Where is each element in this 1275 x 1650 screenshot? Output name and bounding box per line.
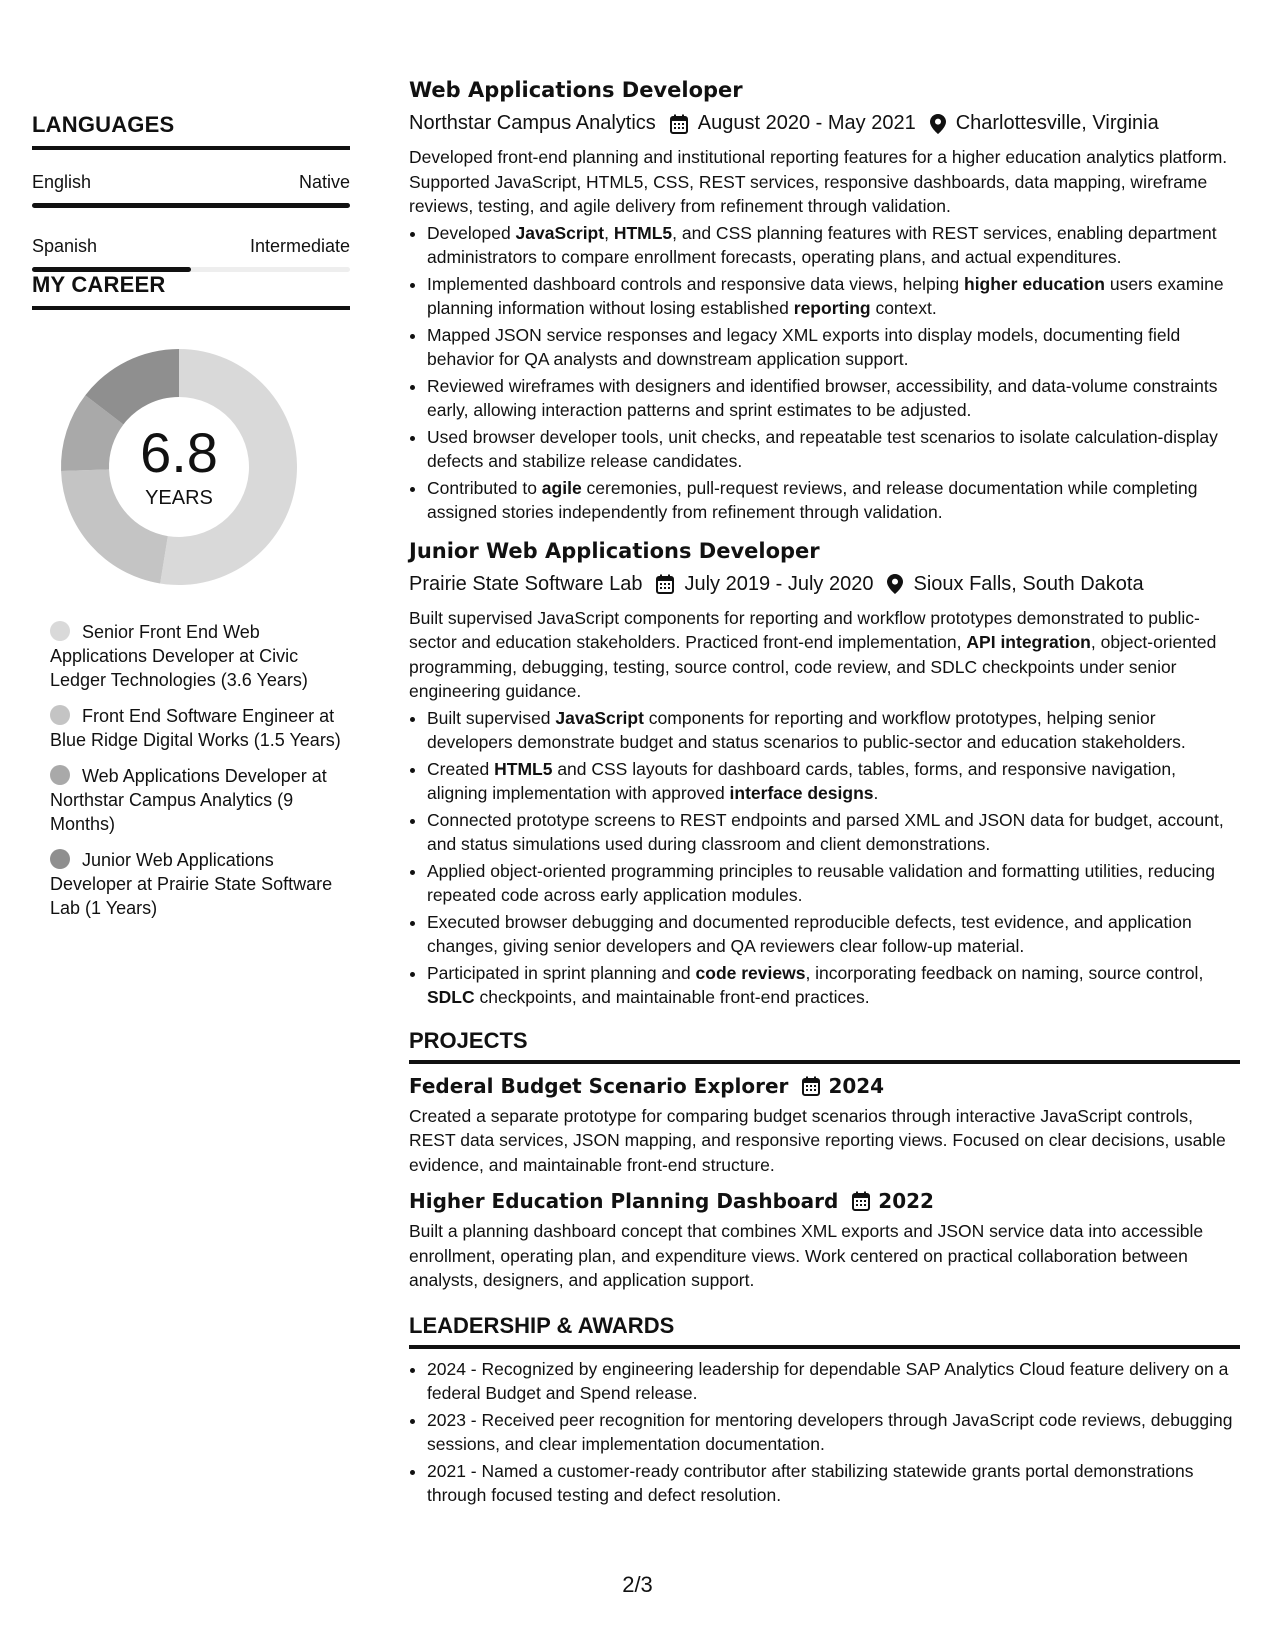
leadership-list [409,1357,1240,1508]
legend-swatch [50,621,70,641]
bullet-item: • 2021 - Named a customer-ready contributor after stabilizing statewide grants portal demonstrations through focused testing and defect resolution. [427,1459,1240,1508]
calendar-icon [656,574,674,594]
bullet-item: • Built supervised JavaScript components for reporting and workflow prototypes, helping senior developers demonstrate budget and status scenarios to public-sector and education stakeholders. [427,706,1240,755]
calendar-icon [670,114,688,134]
career-donut-chart [54,342,304,592]
job-summary: Developed front-end planning and institutional reporting features for a higher education analytics platform. Supported JavaScript, HTML5, CSS, REST services, responsive dashboards, data mapping, wireframe reviews, testing, and agile delivery from refinement through validation. [409,147,1228,216]
career-total-unit: YEARS [145,486,213,509]
legend-swatch [50,849,70,869]
bullet-item: • Reviewed wireframes with designers and identified browser, accessibility, and data-volume constraints early, allowing interaction patterns and sprint estimates to be adjusted. [427,374,1240,423]
career-heading: MY CAREER [32,272,166,297]
job-meta [409,112,1240,135]
bullet-item: • Used browser developer tools, unit checks, and repeatable test scenarios to isolate calculation-display defects and stabilize release candidates. [427,425,1240,474]
job-title: Junior Web Applications Developer [409,538,820,563]
project-entry [409,1189,1240,1293]
bullet-item: • 2023 - Received peer recognition for mentoring developers through JavaScript code reviews, debugging sessions, and clear implementation documentation. [427,1408,1240,1457]
language-level: Intermediate [249,236,350,256]
project-year: 2022 [878,1189,934,1213]
job-bullets [409,221,1240,525]
career-rule [32,306,350,310]
calendar-icon [802,1076,820,1096]
job-title: Web Applications Developer [409,78,743,102]
legend-label: Front End Software Engineer at Blue Ridge Digital Works (1.5 Years) [50,706,341,750]
leadership-section [409,1313,1240,1508]
job-bullets [409,706,1240,1010]
language-proficiency-bar [32,203,350,208]
project-entry [409,1074,1240,1178]
legend-item [50,704,350,752]
leadership-heading: LEADERSHIP & AWARDS [409,1312,675,1338]
projects-heading: PROJECTS [409,1027,528,1053]
bold-keyword: JavaScript [515,222,605,243]
bold-keyword: higher education [964,273,1105,294]
job-company: Prairie State Software Lab [409,572,643,595]
bullet-item: • Mapped JSON service responses and legacy XML exports into display models, documenting field behavior for QA analysts and downstream application support. [427,323,1240,372]
bullet-item: • Participated in sprint planning and code reviews, incorporating feedback on naming, source control, SDLC checkpoints, and maintainable front-end practices. [427,961,1240,1010]
map-pin-icon [887,574,903,594]
job-company: Northstar Campus Analytics [409,112,656,134]
language-proficiency-bar [32,267,350,272]
language-name: English [32,172,92,192]
language-name: Spanish [32,236,98,256]
language-proficiency-fill [32,267,191,272]
leadership-rule [409,1345,1240,1349]
bold-keyword: SDLC [427,987,475,1007]
language-proficiency-fill [32,203,350,208]
languages-heading: LANGUAGES [32,112,175,137]
map-pin-icon [930,114,946,134]
projects-section [409,1028,1240,1293]
job-location: Charlottesville, Virginia [955,112,1159,134]
language-item [32,236,350,272]
project-description: Built a planning dashboard concept that combines XML exports and JSON service data into accessible enrollment, operating plan, and expenditure views. Work centered on practical collaboration between analysts, designers, and application support. [409,1221,1204,1290]
bullet-item: • Developed JavaScript, HTML5, and CSS planning features with REST services, enabling department administrators to compare enrollment forecasts, operating plans, and actual expenditures. [427,221,1240,270]
bold-keyword: HTML5 [613,222,673,243]
bold-keyword: agile [541,477,582,498]
page-number: 2/3 [622,1572,653,1597]
donut-center-label [54,342,304,592]
project-description: Created a separate prototype for comparing budget scenarios through interactive JavaScript controls, REST data services, JSON mapping, and responsive reporting views. Focused on clear decisions, usable evidence, and maintainable front-end structure. [409,1105,1226,1175]
bold-keyword: HTML5 [494,758,553,779]
bold-keyword: interface designs [729,783,874,803]
project-year: 2024 [828,1073,885,1098]
bullet-item: • Contributed to agile ceremonies, pull-request reviews, and release documentation while completing assigned stories independently from refinement through validation. [427,476,1240,525]
project-title: Federal Budget Scenario Explorer [409,1073,789,1098]
bold-keyword: code reviews [695,962,806,983]
bullet-item: • Created HTML5 and CSS layouts for dashboard cards, tables, forms, and responsive navigation, aligning implementation with approved interface designs. [427,757,1240,806]
legend-label: Senior Front End Web Applications Developer at Civic Ledger Technologies (3.6 Years) [50,622,308,690]
bullet-item: • 2024 - Recognized by engineering leadership for dependable SAP Analytics Cloud feature delivery on a federal Budget and Spend release. [427,1357,1240,1406]
legend-swatch [50,705,70,725]
bullet-item: • Connected prototype screens to REST endpoints and parsed XML and JSON data for budget, account, and status simulations used during classroom and client demonstrations. [427,808,1240,857]
languages-rule [32,146,350,150]
main-content [409,78,1240,1510]
bullet-item: • Applied object-oriented programming principles to reusable validation and formatting utilities, reducing repeated code across early application modules. [427,859,1240,908]
job-location: Sioux Falls, South Dakota [913,572,1144,595]
career-total-years: 6.8 [140,420,218,484]
job-meta [409,573,1240,596]
project-title: Higher Education Planning Dashboard [409,1189,839,1213]
projects-rule [409,1060,1240,1064]
legend-item [50,848,350,920]
bold-keyword: reporting [793,298,871,318]
calendar-icon [852,1191,870,1211]
legend-item [50,764,350,836]
bold-keyword: API integration [966,632,1091,652]
legend-label: Junior Web Applications Developer at Prairie State Software Lab (1 Years) [50,850,333,918]
job-entry [409,539,1240,1010]
sidebar [32,112,350,932]
bullet-item: • Implemented dashboard controls and responsive data views, helping higher education users examine planning information without losing established reporting context. [427,272,1240,321]
bold-keyword: JavaScript [555,707,644,728]
bullet-item: • Executed browser debugging and documented reproducible defects, test evidence, and application changes, giving senior developers and QA reviewers clear follow-up material. [427,910,1240,959]
language-item [32,172,350,208]
project-title-row [409,1189,1240,1213]
legend-label: Web Applications Developer at Northstar Campus Analytics (9 Months) [50,766,327,834]
legend-item [50,620,350,692]
project-title-row [409,1074,1240,1098]
job-entry [409,78,1240,525]
job-summary: Built supervised JavaScript components for reporting and workflow prototypes demonstrated to public-sector and education stakeholders. Practiced front-end implementation, API integration, object-oriented programming, debugging, testing, source control, code review, and SDLC checkpoints under senior engineering guidance. [409,607,1217,701]
job-dates: July 2019 - July 2020 [684,572,874,595]
job-dates: August 2020 - May 2021 [697,112,916,134]
career-legend [50,620,350,920]
language-level: Native [298,172,350,192]
legend-swatch [50,765,70,785]
